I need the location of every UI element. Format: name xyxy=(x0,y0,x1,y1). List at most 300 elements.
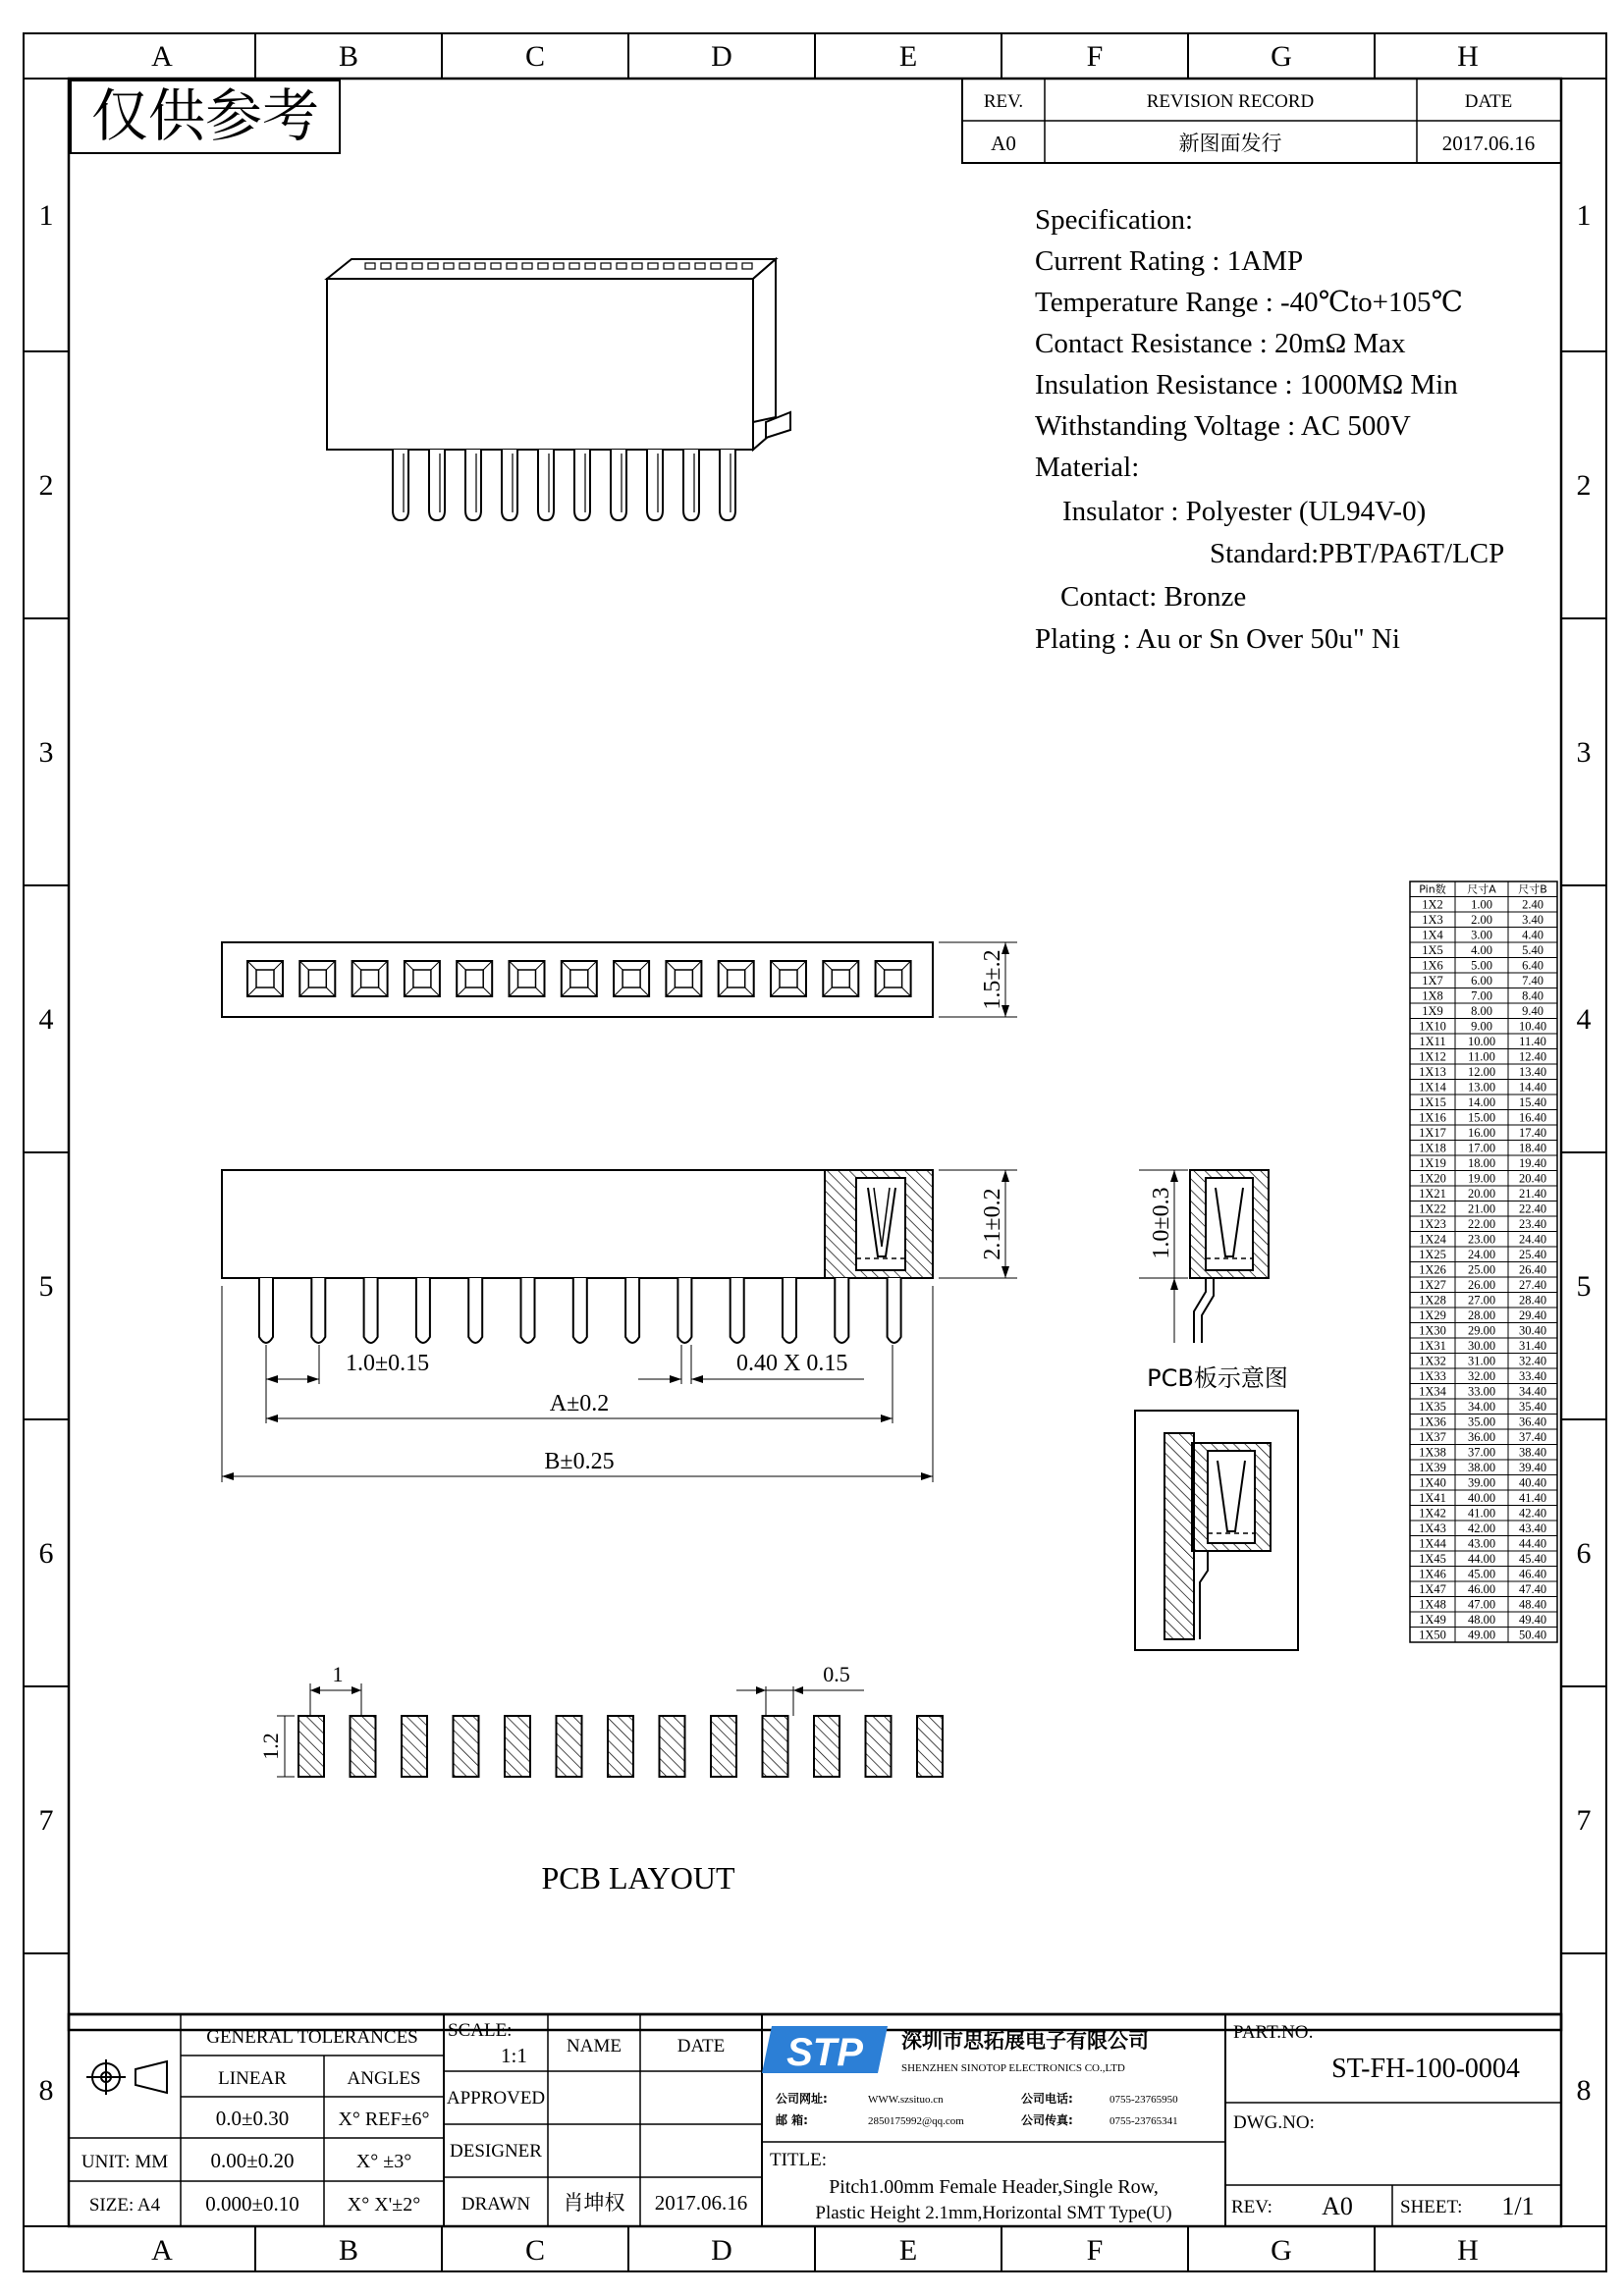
pin-table-cell: 10.00 xyxy=(1467,1035,1496,1048)
pin-table-cell: 1X19 xyxy=(1419,1156,1446,1170)
date-header: DATE xyxy=(1464,91,1513,112)
top-height-dim: 1.5±.2 xyxy=(980,949,1005,1010)
pin-table-cell: 44.40 xyxy=(1518,1536,1547,1551)
side-pin xyxy=(625,1278,639,1343)
top-socket-contact xyxy=(518,970,536,988)
pin-table-cell: 31.40 xyxy=(1518,1339,1547,1353)
side-pin xyxy=(731,1278,744,1343)
column-label-top: F xyxy=(1086,40,1104,73)
pin-table-cell: 1X35 xyxy=(1419,1400,1446,1414)
pin-table-cell: 1X25 xyxy=(1419,1248,1446,1261)
spec-temperature-range: Temperature Range : -40℃to+105℃ xyxy=(1035,287,1463,318)
pin-table-cell: 39.00 xyxy=(1467,1475,1496,1490)
iso-pin xyxy=(683,450,699,520)
title-label: TITLE: xyxy=(770,2150,828,2170)
pin-table-cell: 38.40 xyxy=(1518,1445,1547,1460)
pin-table-cell: 1X3 xyxy=(1422,913,1443,927)
pin-table-cell: 2.40 xyxy=(1522,897,1543,912)
pin-table-cell: 7.00 xyxy=(1471,988,1492,1003)
part-no-value: ST-FH-100-0004 xyxy=(1331,2054,1520,2084)
top-socket-contact xyxy=(413,970,431,988)
pin-table-cell: 25.00 xyxy=(1467,1262,1496,1277)
column-label-bottom: C xyxy=(524,2234,546,2267)
pcb-pad xyxy=(505,1716,530,1777)
pin-table-cell: 1X5 xyxy=(1422,943,1443,957)
title-line-1: Pitch1.00mm Female Header,Single Row, xyxy=(829,2176,1159,2198)
angles-header: ANGLES xyxy=(347,2068,421,2089)
pin-table-cell: 8.00 xyxy=(1471,1004,1492,1018)
pin-size-dim: 0.40 X 0.15 xyxy=(736,1351,848,1376)
rev-header: REV. xyxy=(983,91,1024,112)
column-label-top: C xyxy=(524,40,546,73)
pin-table-cell: 1X20 xyxy=(1419,1171,1446,1186)
side-height-dim: 2.1±0.2 xyxy=(980,1188,1005,1260)
iso-slot xyxy=(460,263,469,269)
pin-table-cell: 41.40 xyxy=(1518,1491,1547,1505)
company-name-cn: 深圳市思拓展电子有限公司 xyxy=(901,2029,1149,2053)
pin-table-cell: 39.40 xyxy=(1518,1461,1547,1474)
reference-stamp xyxy=(71,80,340,153)
revision-date-value: 2017.06.16 xyxy=(1441,132,1536,155)
row-label-left: 1 xyxy=(38,199,54,232)
spec-standard: Standard:PBT/PA6T/LCP xyxy=(1210,538,1505,569)
iso-slot xyxy=(428,263,438,269)
iso-slot xyxy=(585,263,595,269)
pin-table-cell: 1X13 xyxy=(1419,1065,1446,1079)
pcb-pad xyxy=(298,1716,324,1777)
specification-block xyxy=(1035,204,1504,655)
drawn-label: DRAWN xyxy=(460,2194,531,2215)
pin-table-cell: 33.40 xyxy=(1518,1369,1547,1383)
pin-table-cell: 1X9 xyxy=(1422,1004,1443,1018)
pin-table-cell: 23.40 xyxy=(1518,1217,1547,1231)
title-block xyxy=(69,2014,1561,2226)
pin-table-cell: 19.00 xyxy=(1467,1171,1496,1186)
pin-table-cell: 44.00 xyxy=(1467,1552,1496,1566)
iso-pin xyxy=(574,450,590,520)
iso-slot xyxy=(569,263,579,269)
pin-table-cell: 49.40 xyxy=(1518,1613,1547,1627)
row-label-right: 2 xyxy=(1576,469,1592,502)
pin-table-cell: 1X36 xyxy=(1419,1415,1446,1429)
tol-linear-1: 0.0±0.30 xyxy=(215,2107,290,2130)
pin-table-cell: 45.40 xyxy=(1518,1552,1547,1566)
pcb-pad xyxy=(402,1716,427,1777)
side-pin xyxy=(888,1278,901,1343)
name-header: NAME xyxy=(567,2036,622,2056)
pin-table-cell: 49.00 xyxy=(1467,1628,1496,1642)
row-label-left: 5 xyxy=(38,1270,54,1303)
pin-table-cell: 15.40 xyxy=(1518,1095,1547,1109)
pin-table-cell: 11.00 xyxy=(1468,1049,1495,1064)
top-socket-contact xyxy=(832,970,849,988)
pin-table-cell: 40.40 xyxy=(1518,1475,1547,1490)
pin-table-cell: 18.00 xyxy=(1467,1156,1496,1170)
part-no-label: PART.NO: xyxy=(1233,2022,1314,2043)
pin-table-cell: 9.00 xyxy=(1471,1019,1492,1034)
pin-table-cell: 1X4 xyxy=(1422,928,1443,942)
pin-table-cell: 13.40 xyxy=(1518,1065,1547,1079)
pin-table-cell: 1X17 xyxy=(1419,1126,1446,1140)
row-label-right: 8 xyxy=(1576,2074,1592,2107)
pin-table-cell: 36.00 xyxy=(1467,1430,1496,1444)
iso-pin xyxy=(647,450,663,520)
iso-slot xyxy=(727,263,736,269)
pin-table-cell: 10.40 xyxy=(1518,1019,1547,1034)
column-label-top: E xyxy=(898,40,918,73)
tol-linear-3: 0.000±0.10 xyxy=(205,2192,299,2216)
side-pin xyxy=(416,1278,430,1343)
stamp-text: 仅供参考 xyxy=(90,82,320,149)
pin-table-cell: 16.00 xyxy=(1467,1126,1496,1140)
pin-table-cell: 1X41 xyxy=(1419,1491,1446,1505)
pin-table-cell: 12.00 xyxy=(1467,1065,1496,1079)
pcb-pad xyxy=(711,1716,736,1777)
date-header-tb: DATE xyxy=(677,2036,726,2056)
pin-table-cell: 9.40 xyxy=(1522,1004,1543,1018)
pcb-pad xyxy=(454,1716,479,1777)
iso-slot xyxy=(444,263,454,269)
pin-table-cell: 17.00 xyxy=(1467,1141,1496,1155)
pin-table-cell: 6.40 xyxy=(1522,958,1543,973)
pin-table-cell: 11.40 xyxy=(1519,1035,1546,1048)
pin-table-cell: 41.00 xyxy=(1467,1506,1496,1521)
pin-table-cell: 1X49 xyxy=(1419,1613,1446,1627)
pin-table-cell: 50.40 xyxy=(1518,1628,1547,1642)
top-socket-contact xyxy=(623,970,640,988)
scale-value: 1:1 xyxy=(501,2044,527,2067)
pin-table-cell: 1X46 xyxy=(1419,1567,1446,1581)
scale-label: SCALE: xyxy=(448,2020,513,2041)
pin-table-cell: 1X8 xyxy=(1422,988,1443,1003)
pin-table-cell: 34.00 xyxy=(1467,1400,1496,1414)
dwg-no-label: DWG.NO: xyxy=(1233,2112,1315,2133)
iso-slot xyxy=(664,263,674,269)
iso-pin xyxy=(611,450,626,520)
pin-table-cell: 1X38 xyxy=(1419,1445,1446,1460)
pin-table-cell: 48.40 xyxy=(1518,1597,1547,1612)
pin-table-cell: 17.40 xyxy=(1518,1126,1547,1140)
pin-table-cell: 14.00 xyxy=(1467,1095,1496,1109)
pin-table-cell: 1X48 xyxy=(1419,1597,1446,1612)
pin-table-cell: 23.00 xyxy=(1467,1232,1496,1247)
row-label-left: 7 xyxy=(38,1804,54,1837)
pin-table-cell: 26.40 xyxy=(1518,1262,1547,1277)
iso-slot xyxy=(679,263,689,269)
title-line-2: Plastic Height 2.1mm,Horizontal SMT Type(U) xyxy=(815,2203,1172,2223)
pin-table-cell: 34.40 xyxy=(1518,1384,1547,1399)
pin-table-cell: 1X12 xyxy=(1419,1049,1446,1064)
spec-heading: Specification: xyxy=(1035,204,1194,236)
top-socket-contact xyxy=(465,970,483,988)
pin-table-cell: 25.40 xyxy=(1518,1248,1547,1261)
third-angle-projection-icon xyxy=(86,2059,167,2095)
web-value: WWW.szsituo.cn xyxy=(868,2094,944,2106)
spec-contact-resistance: Contact Resistance : 20mΩ Max xyxy=(1035,328,1406,359)
pin-table-cell: 16.40 xyxy=(1518,1110,1547,1125)
iso-pin xyxy=(393,450,408,520)
pin-table-cell: 1X32 xyxy=(1419,1354,1446,1368)
pin-table-cell: 1X44 xyxy=(1419,1536,1446,1551)
pad-pitch-dim: 1 xyxy=(332,1662,344,1686)
side-pin xyxy=(468,1278,482,1343)
row-label-left: 4 xyxy=(38,1003,54,1036)
spec-current-rating: Current Rating : 1AMP xyxy=(1035,245,1304,277)
pin-table-cell: 1X39 xyxy=(1419,1461,1446,1474)
pin-table-cell: 35.00 xyxy=(1467,1415,1496,1429)
row-label-left: 8 xyxy=(38,2074,54,2107)
top-socket-contact xyxy=(885,970,902,988)
top-socket-contact xyxy=(728,970,745,988)
pin-table-cell: 7.40 xyxy=(1522,974,1543,988)
pin-table-cell: 37.40 xyxy=(1518,1430,1547,1444)
pcb-pad xyxy=(866,1716,892,1777)
side-pin xyxy=(311,1278,325,1343)
company-name-en: SHENZHEN SINOTOP ELECTRONICS CO.,LTD xyxy=(901,2062,1125,2074)
iso-slot xyxy=(491,263,501,269)
iso-slot xyxy=(648,263,658,269)
pin-table-cell: 15.00 xyxy=(1467,1110,1496,1125)
tol-angle-3: X° X'±2° xyxy=(347,2194,421,2216)
drawn-name: 肖坤权 xyxy=(563,2191,625,2215)
rev-label: REV: xyxy=(1231,2197,1272,2217)
row-zone-markers xyxy=(24,199,1606,2107)
column-label-bottom: H xyxy=(1457,2234,1479,2267)
iso-pin xyxy=(502,450,517,520)
iso-slot xyxy=(397,263,406,269)
pin-table-cell: 1X27 xyxy=(1419,1278,1446,1292)
pin-table-cell: 1X2 xyxy=(1422,897,1443,912)
pin-table-cell: 30.00 xyxy=(1467,1339,1496,1353)
tol-linear-2: 0.00±0.20 xyxy=(210,2149,295,2172)
pin-table-header: 尺寸A xyxy=(1467,882,1496,896)
revision-record-value: 新图面发行 xyxy=(1178,132,1282,155)
a-dim: A±0.2 xyxy=(549,1391,610,1416)
web-label: 公司网址: xyxy=(776,2092,828,2106)
iso-pin xyxy=(429,450,445,520)
side-view xyxy=(222,1170,1017,1482)
pin-table-cell: 20.40 xyxy=(1518,1171,1547,1186)
pin-table-cell: 1X10 xyxy=(1419,1019,1446,1034)
size-label: SIZE: A4 xyxy=(88,2195,161,2216)
pin-table-cell: 29.40 xyxy=(1518,1308,1547,1322)
pin-table-cell: 33.00 xyxy=(1467,1384,1496,1399)
pin-table-cell: 5.40 xyxy=(1522,943,1543,957)
column-label-bottom: B xyxy=(338,2234,359,2267)
pin-table-cell: 36.40 xyxy=(1518,1415,1547,1429)
pcb-pad xyxy=(814,1716,839,1777)
pin-dimension-table xyxy=(1410,881,1557,1642)
pin-table-cell: 40.00 xyxy=(1467,1491,1496,1505)
row-label-right: 7 xyxy=(1576,1804,1592,1837)
pin-table-header: 尺寸B xyxy=(1518,882,1547,896)
pcb-pad xyxy=(660,1716,685,1777)
pin-table-cell: 46.40 xyxy=(1518,1567,1547,1581)
iso-slot xyxy=(522,263,532,269)
top-socket-contact xyxy=(675,970,692,988)
pin-table-cell: 1X14 xyxy=(1419,1080,1446,1095)
pin-table-cell: 1X15 xyxy=(1419,1095,1446,1109)
spec-insulation-resistance: Insulation Resistance : 1000MΩ Min xyxy=(1035,369,1458,400)
pad-height-dim: 1.2 xyxy=(258,1733,283,1760)
tol-angle-1: X° REF±6° xyxy=(338,2109,430,2130)
pin-table-cell: 13.00 xyxy=(1467,1080,1496,1095)
pin-table-cell: 1X40 xyxy=(1419,1475,1446,1490)
pin-table-cell: 35.40 xyxy=(1518,1400,1547,1414)
top-view xyxy=(222,942,1017,1017)
pin-table-cell: 1X22 xyxy=(1419,1201,1446,1216)
pin-table-cell: 21.40 xyxy=(1518,1187,1547,1201)
row-label-left: 6 xyxy=(38,1537,54,1570)
pin-table-cell: 1X42 xyxy=(1419,1506,1446,1521)
pin-table-cell: 42.40 xyxy=(1518,1506,1547,1521)
pin-table-cell: 1X23 xyxy=(1419,1217,1446,1231)
row-label-right: 4 xyxy=(1576,1003,1592,1036)
unit-label: UNIT: MM xyxy=(81,2152,169,2172)
pin-table-cell: 28.00 xyxy=(1467,1308,1496,1322)
pin-table-header: Pin数 xyxy=(1419,882,1446,896)
side-pin xyxy=(783,1278,796,1343)
column-label-bottom: E xyxy=(898,2234,918,2267)
side-pin xyxy=(259,1278,273,1343)
pin-table-cell: 22.40 xyxy=(1518,1201,1547,1216)
pin-table-cell: 47.00 xyxy=(1467,1597,1496,1612)
pin-table-cell: 3.40 xyxy=(1522,913,1543,927)
pin-table-cell: 1X7 xyxy=(1422,974,1443,988)
pin-table-cell: 1X45 xyxy=(1419,1552,1446,1566)
column-label-top: B xyxy=(338,40,359,73)
pin-table-cell: 24.40 xyxy=(1518,1232,1547,1247)
top-socket-contact xyxy=(308,970,326,988)
iso-slot xyxy=(554,263,564,269)
column-label-top: A xyxy=(151,40,173,73)
pin-table-cell: 21.00 xyxy=(1467,1201,1496,1216)
pin-table-cell: 1X33 xyxy=(1419,1369,1446,1383)
top-socket-contact xyxy=(780,970,797,988)
pin-table-cell: 1X30 xyxy=(1419,1323,1446,1338)
pin-table-cell: 43.00 xyxy=(1467,1536,1496,1551)
pcb-pad xyxy=(351,1716,376,1777)
designer-label: DESIGNER xyxy=(450,2141,542,2162)
iso-pin xyxy=(720,450,735,520)
iso-slot xyxy=(475,263,485,269)
pcb-pad xyxy=(557,1716,582,1777)
pcb-diagram-label: PCB板示意图 xyxy=(1147,1364,1288,1392)
pin-table-cell: 27.00 xyxy=(1467,1293,1496,1308)
pin-table-cell: 8.40 xyxy=(1522,988,1543,1003)
pin-table-cell: 32.00 xyxy=(1467,1369,1496,1383)
spec-withstanding-voltage: Withstanding Voltage : AC 500V xyxy=(1035,410,1411,442)
general-tolerances: GENERAL TOLERANCES xyxy=(206,2027,418,2048)
sheet-value: 1/1 xyxy=(1501,2192,1535,2220)
pin-table-cell: 24.00 xyxy=(1467,1248,1496,1261)
pin-table-cell: 1X43 xyxy=(1419,1522,1446,1535)
column-label-top: G xyxy=(1271,40,1292,73)
rev-value-tb: A0 xyxy=(1322,2192,1353,2220)
top-socket-contact xyxy=(256,970,274,988)
iso-slot xyxy=(617,263,626,269)
email-value: 2850175992@qq.com xyxy=(868,2115,964,2127)
side-pin xyxy=(521,1278,535,1343)
phone-value: 0755-23765950 xyxy=(1110,2094,1178,2106)
side-pin xyxy=(364,1278,378,1343)
pin-table-cell: 1X31 xyxy=(1419,1339,1446,1353)
pin-table-cell: 12.40 xyxy=(1518,1049,1547,1064)
pin-table-cell: 31.00 xyxy=(1467,1354,1496,1368)
pin-table-cell: 47.40 xyxy=(1518,1582,1547,1596)
pin-table-cell: 6.00 xyxy=(1471,974,1492,988)
spec-contact: Contact: Bronze xyxy=(1060,581,1247,613)
pin-table-cell: 1.00 xyxy=(1471,897,1492,912)
company-logo xyxy=(762,2026,888,2074)
pin-table-cell: 1X26 xyxy=(1419,1262,1446,1277)
iso-slot xyxy=(711,263,721,269)
spec-insulator: Insulator : Polyester (UL94V-0) xyxy=(1062,496,1427,527)
spec-plating: Plating : Au or Sn Over 50u" Ni xyxy=(1035,623,1400,655)
iso-slot xyxy=(381,263,391,269)
phone-label: 公司电话: xyxy=(1021,2092,1073,2106)
side-detail-view xyxy=(1139,1170,1288,1392)
pin-table-cell: 43.40 xyxy=(1518,1522,1547,1535)
iso-slot xyxy=(695,263,705,269)
row-label-right: 6 xyxy=(1576,1537,1592,1570)
column-label-top: D xyxy=(711,40,732,73)
pin-table-cell: 38.00 xyxy=(1467,1461,1496,1474)
revision-record-table xyxy=(962,79,1561,163)
column-label-bottom: D xyxy=(711,2234,732,2267)
pcb-diagram xyxy=(1135,1411,1298,1650)
pin-table-cell: 42.00 xyxy=(1467,1522,1496,1535)
pcb-pad xyxy=(763,1716,788,1777)
rev-value: A0 xyxy=(991,132,1016,155)
side-pin xyxy=(677,1278,691,1343)
iso-slot xyxy=(632,263,642,269)
iso-slot xyxy=(538,263,548,269)
pin-table-cell: 1X11 xyxy=(1419,1035,1446,1048)
revision-record-header: REVISION RECORD xyxy=(1146,91,1315,112)
pin-table-cell: 48.00 xyxy=(1467,1613,1496,1627)
row-label-right: 5 xyxy=(1576,1270,1592,1303)
b-dim: B±0.25 xyxy=(544,1449,615,1474)
email-label: 邮 箱: xyxy=(776,2113,808,2127)
pin-table-cell: 45.00 xyxy=(1467,1567,1496,1581)
pin-table-cell: 1X34 xyxy=(1419,1384,1446,1399)
tol-angle-2: X° ±3° xyxy=(355,2151,412,2172)
pitch-dim: 1.0±0.15 xyxy=(346,1351,430,1376)
pin-table-cell: 4.40 xyxy=(1522,928,1543,942)
column-label-bottom: G xyxy=(1271,2234,1292,2267)
iso-slot xyxy=(507,263,516,269)
pin-table-cell: 32.40 xyxy=(1518,1354,1547,1368)
pad-width-dim: 0.5 xyxy=(823,1662,850,1686)
drawn-date: 2017.06.16 xyxy=(654,2191,748,2215)
spec-material: Material: xyxy=(1035,452,1140,483)
pin-table-cell: 1X18 xyxy=(1419,1141,1446,1155)
column-label-bottom: A xyxy=(151,2234,173,2267)
pin-table-cell: 1X21 xyxy=(1419,1187,1446,1201)
pin-table-cell: 1X47 xyxy=(1419,1582,1446,1596)
sheet-label: SHEET: xyxy=(1400,2197,1463,2217)
pin-table-cell: 18.40 xyxy=(1518,1141,1547,1155)
pin-table-cell: 3.00 xyxy=(1471,928,1492,942)
pin-table-cell: 14.40 xyxy=(1518,1080,1547,1095)
pin-table-cell: 1X50 xyxy=(1419,1628,1446,1642)
side-pin xyxy=(573,1278,587,1343)
isometric-view xyxy=(327,259,790,520)
pin-table-cell: 1X6 xyxy=(1422,958,1443,973)
pin-table-cell: 28.40 xyxy=(1518,1293,1547,1308)
pin-table-cell: 5.00 xyxy=(1471,958,1492,973)
